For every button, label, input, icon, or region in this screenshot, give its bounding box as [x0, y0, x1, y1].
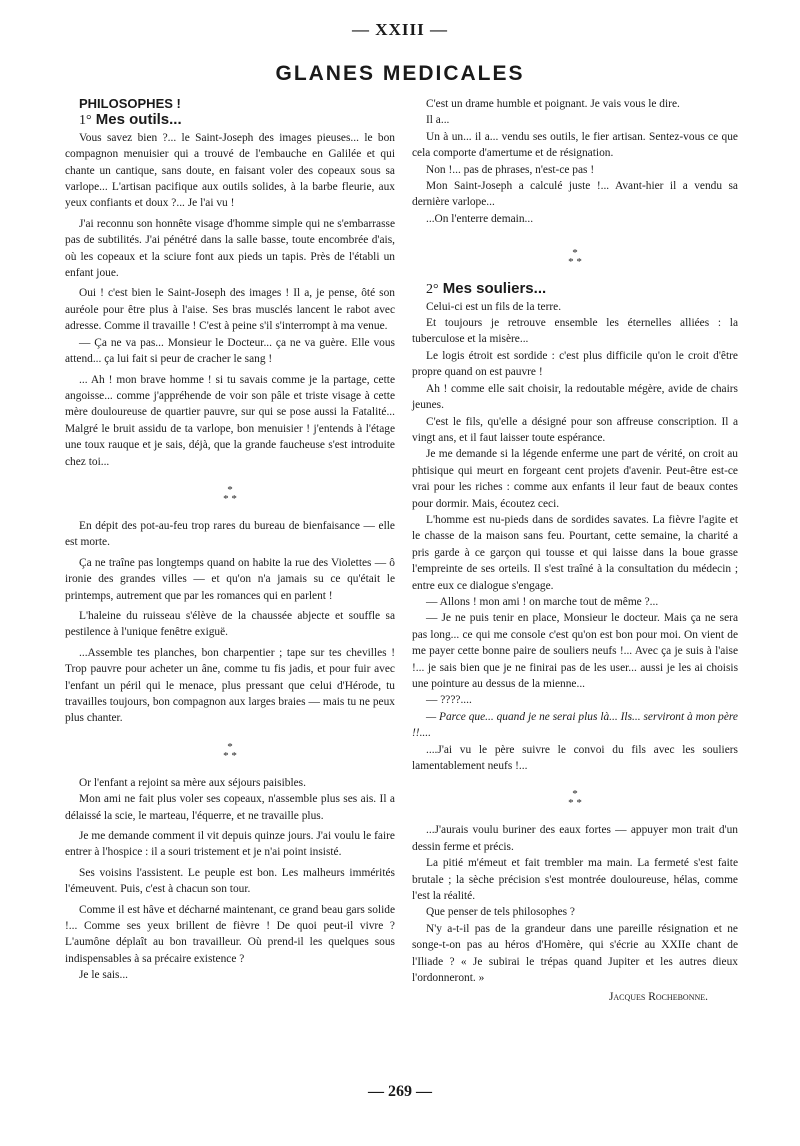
paragraph: La pitié m'émeut et fait trembler ma main. La fermeté s'est faite brutale ; la sèche précision s'est montrée douloureuse, hélas, comme l'est la réalité. — [412, 857, 738, 903]
main-title: GLANES MEDICALES — [275, 62, 525, 85]
paragraph: Je me demande comment il vit depuis quinze jours. J'ai voulu le faire entrer à l'hospice : il a souri tristement et je n'ai point insisté. — [65, 830, 395, 859]
author-signature: Jacques Rochebonne. — [608, 990, 708, 1003]
asterism-divider — [65, 483, 395, 505]
right-block-1 — [412, 96, 738, 227]
paragraph: Comme il est hâve et décharné maintenant, ce grand beau gars solide !... Comme ses yeux brillent de fièvre ! De quoi peut-il vivre ? L'aumône déplaît au bon travailleur. Où prend-il les quelques sous indispensables à sa précaire existence ? — [65, 903, 395, 965]
paragraph: Mon Saint-Joseph a calculé juste !... Avant-hier il a vendu sa dernière varlope... — [412, 180, 738, 209]
left-block-3 — [65, 775, 395, 984]
paragraph: ... Ah ! mon brave homme ! si tu savais comme je la partage, cette angoisse... comme j'appréhende de voir son pâle et triste visage à cette mère douloureuse de quartier pauvre, sur qui se pose aussi la Fatalité... Malgré le bruit assidu de ta varlope, bon menuisier ! j'entends à l'étage une toux rauque et je sais, déjà, que la grande faucheuse s'est introduite chez toi... — [65, 373, 395, 468]
asterism-bottom: * * — [568, 256, 582, 269]
asterism-top: * — [572, 247, 578, 260]
paragraph: C'est le fils, qu'elle a désigné pour son affreuse conscription. Il a vingt ans, et il faut laisser toute espérance. — [412, 415, 738, 444]
paragraph: Je le sais... — [79, 969, 129, 982]
paragraph: Un à un... il a... vendu ses outils, le fier artisan. Sentez-vous ce que cela comporte d'amertume et de résignation. — [412, 130, 738, 160]
paragraph: Vous savez bien ?... le Saint-Joseph des images pieuses... le bon compagnon menuisier qui a trouvé de l'embauche en Galilée et qui chante un cantique, sans doute, en faisant voler des copeaux sous sa varlope... L'artisan pacifique aux outils solides, à la barbe fleurie, aux yeux confiants et doux ?... Je l'ai vu ! — [65, 131, 395, 210]
left-block-1 — [65, 130, 395, 470]
paragraph — [412, 709, 738, 742]
asterism-bottom: * * — [568, 797, 582, 810]
asterism-divider — [412, 249, 738, 267]
part1-number: 1° — [79, 113, 92, 129]
paragraph: Le logis étroit est sordide : c'est plus difficile qu'on le croit d'être propre quand on est pauvre ! — [412, 349, 738, 379]
part2-heading — [412, 281, 738, 298]
paragraph: Oui ! c'est bien le Saint-Joseph des images ! Il a, je pense, ôté son auréole pour être plus à l'aise. Ses bras musclés lancent le rabot avec adresse. Comme il travaille ! C'est à peine s'il s'interrompt à ma venue. — [65, 287, 395, 333]
right-block-3 — [412, 822, 738, 986]
paragraph: En dépit des pot-au-feu trop rares du bureau de bienfaisance — elle est morte. — [65, 519, 395, 549]
page-number: — 269 — — [368, 1083, 432, 1100]
paragraph: ...Assemble tes planches, bon charpentier ; tape sur tes chevilles ! Trop pauvre pour acheter un âne, comme tu fis jadis, et pour fuir avec l'enfant un péril qui le menace, plus pressant que celui d'Hérode, tu travailles toujours, bon compagnon aux larges braies — mais tu ne peux plus chanter. — [65, 646, 395, 725]
paragraph: Il a... — [426, 114, 450, 127]
asterism-bottom: * * — [223, 749, 237, 762]
part1-heading — [65, 112, 395, 129]
asterism-top: * — [572, 788, 578, 801]
paragraph: — Ça ne va pas... Monsieur le Docteur... ça ne va guère. Elle vous attend... ça lui fait si peur de cracher le sang ! — [65, 336, 395, 366]
paragraph: ...On l'enterre demain... — [426, 212, 534, 225]
right-block-2 — [412, 299, 738, 775]
left-column — [65, 96, 395, 984]
paragraph: Que penser de tels philosophes ? — [426, 906, 575, 919]
section-heading: PHILOSOPHES ! — [79, 96, 181, 111]
asterism-divider — [412, 790, 738, 808]
paragraph: Ses voisins l'assistent. Le peuple est bon. Les malheurs immérités l'émeuvent. Puis, c'est à chacun son tour. — [65, 866, 395, 896]
paragraph: Or l'enfant a rejoint sa mère aux séjours paisibles. — [79, 776, 306, 789]
part2-number: 2° — [426, 282, 439, 298]
paragraph: N'y a-t-il pas de la grandeur dans une pareille résignation et ne songe-t-on pas au héros d'Homère, qui s'écrie au XXIIe chant de l'Iliade ? « Je subirai le trépas quand Jupiter et les autres dieux l'ordonneront. » — [412, 922, 738, 985]
paragraph: Ça ne traîne pas longtemps quand on habite la rue des Violettes — ô ironie des grandes villes — et qu'on n'a jamais su ce qu'était le printemps, autrement que par les romances qui en parlent ! — [65, 556, 395, 602]
paragraph: Non !... pas de phrases, n'est-ce pas ! — [426, 163, 595, 176]
asterism-top: * — [227, 740, 233, 753]
right-column — [412, 96, 738, 1005]
dialogue-italic: — Parce que... quand je ne serai plus là... Ils... serviront à mon père !!.... — [412, 710, 738, 740]
page-header: — XXIII — — [352, 20, 448, 39]
part2-title: Mes souliers... — [442, 280, 547, 298]
part1-title: Mes outils... — [95, 111, 182, 129]
paragraph: — Je ne puis tenir en place, Monsieur le docteur. Mais ça ne sera pas long... ce qui me console c'est qu'on est bon pour moi. On vient de me payer cette bonne paire de souliers neufs !... Avec ça je suis à l'aise !... je sais bien que je ne finirai pas de les user... aussi je les ai choisis une pointure au dessus de la mienne... — [412, 612, 738, 690]
paragraph: — Allons ! mon ami ! on marche tout de même ?... — [426, 595, 659, 608]
paragraph: C'est un drame humble et poignant. Je vais vous le dire. — [426, 98, 680, 110]
asterism-top: * — [227, 483, 233, 496]
paragraph: J'ai reconnu son honnête visage d'homme simple qui ne s'embarrasse pas de subtilités. J'ai pénétré dans la salle basse, toute encombrée d'ais, où les copeaux et la sciure font aux pieds un tapis. Près de l'établi un enfant joue. — [65, 217, 395, 280]
paragraph: Celui-ci est un fils de la terre. — [426, 300, 562, 313]
asterism-bottom: * * — [223, 492, 237, 505]
paragraph: Ah ! comme elle sait choisir, la redoutable mégère, avide de chairs jeunes. — [412, 382, 738, 412]
paragraph: — ????.... — [426, 694, 472, 707]
paragraph: Et toujours je retrouve ensemble les éternelles alliées : la tuberculose et la misère... — [412, 317, 738, 346]
paragraph: L'homme est nu-pieds dans de sordides savates. La fièvre l'agite et le chasse de la maison sans feu. Pourtant, cette semaine, la charité a pris garde à ce garçon qui tousse et qui laisse dans la boue grasse l'empreinte de ses orteils. Il s'est traîné à la consultation du médecin ; entre eux ce dialogue s'engage. — [412, 513, 738, 592]
left-block-2 — [65, 518, 395, 727]
paragraph: L'haleine du ruisseau s'élève de la chaussée abjecte et souffle sa pestilence à l'unique fenêtre exiguë. — [65, 609, 395, 639]
paragraph: Mon ami ne fait plus voler ses copeaux, n'assemble plus ses ais. Il a délaissé la scie, le marteau, l'équerre, et ne travaille plus. — [65, 793, 395, 822]
paragraph: Je me demande si la légende enferme une part de vérité, on croit au phtisique qui meurt en forgeant cent projets d'avenir. Peut-être est-ce vrai pour les riches : comme aux enfants il leur faut de beaux contes pour dormir. Mais, écoutez ceci. — [412, 448, 738, 510]
paragraph: ...J'aurais voulu buriner des eaux fortes — appuyer mon trait d'un dessin ferme et précis. — [412, 824, 738, 853]
asterism-divider — [65, 740, 395, 762]
paragraph: ....J'ai vu le père suivre le convoi du fils avec les souliers lamentablement neufs !... — [412, 743, 738, 773]
